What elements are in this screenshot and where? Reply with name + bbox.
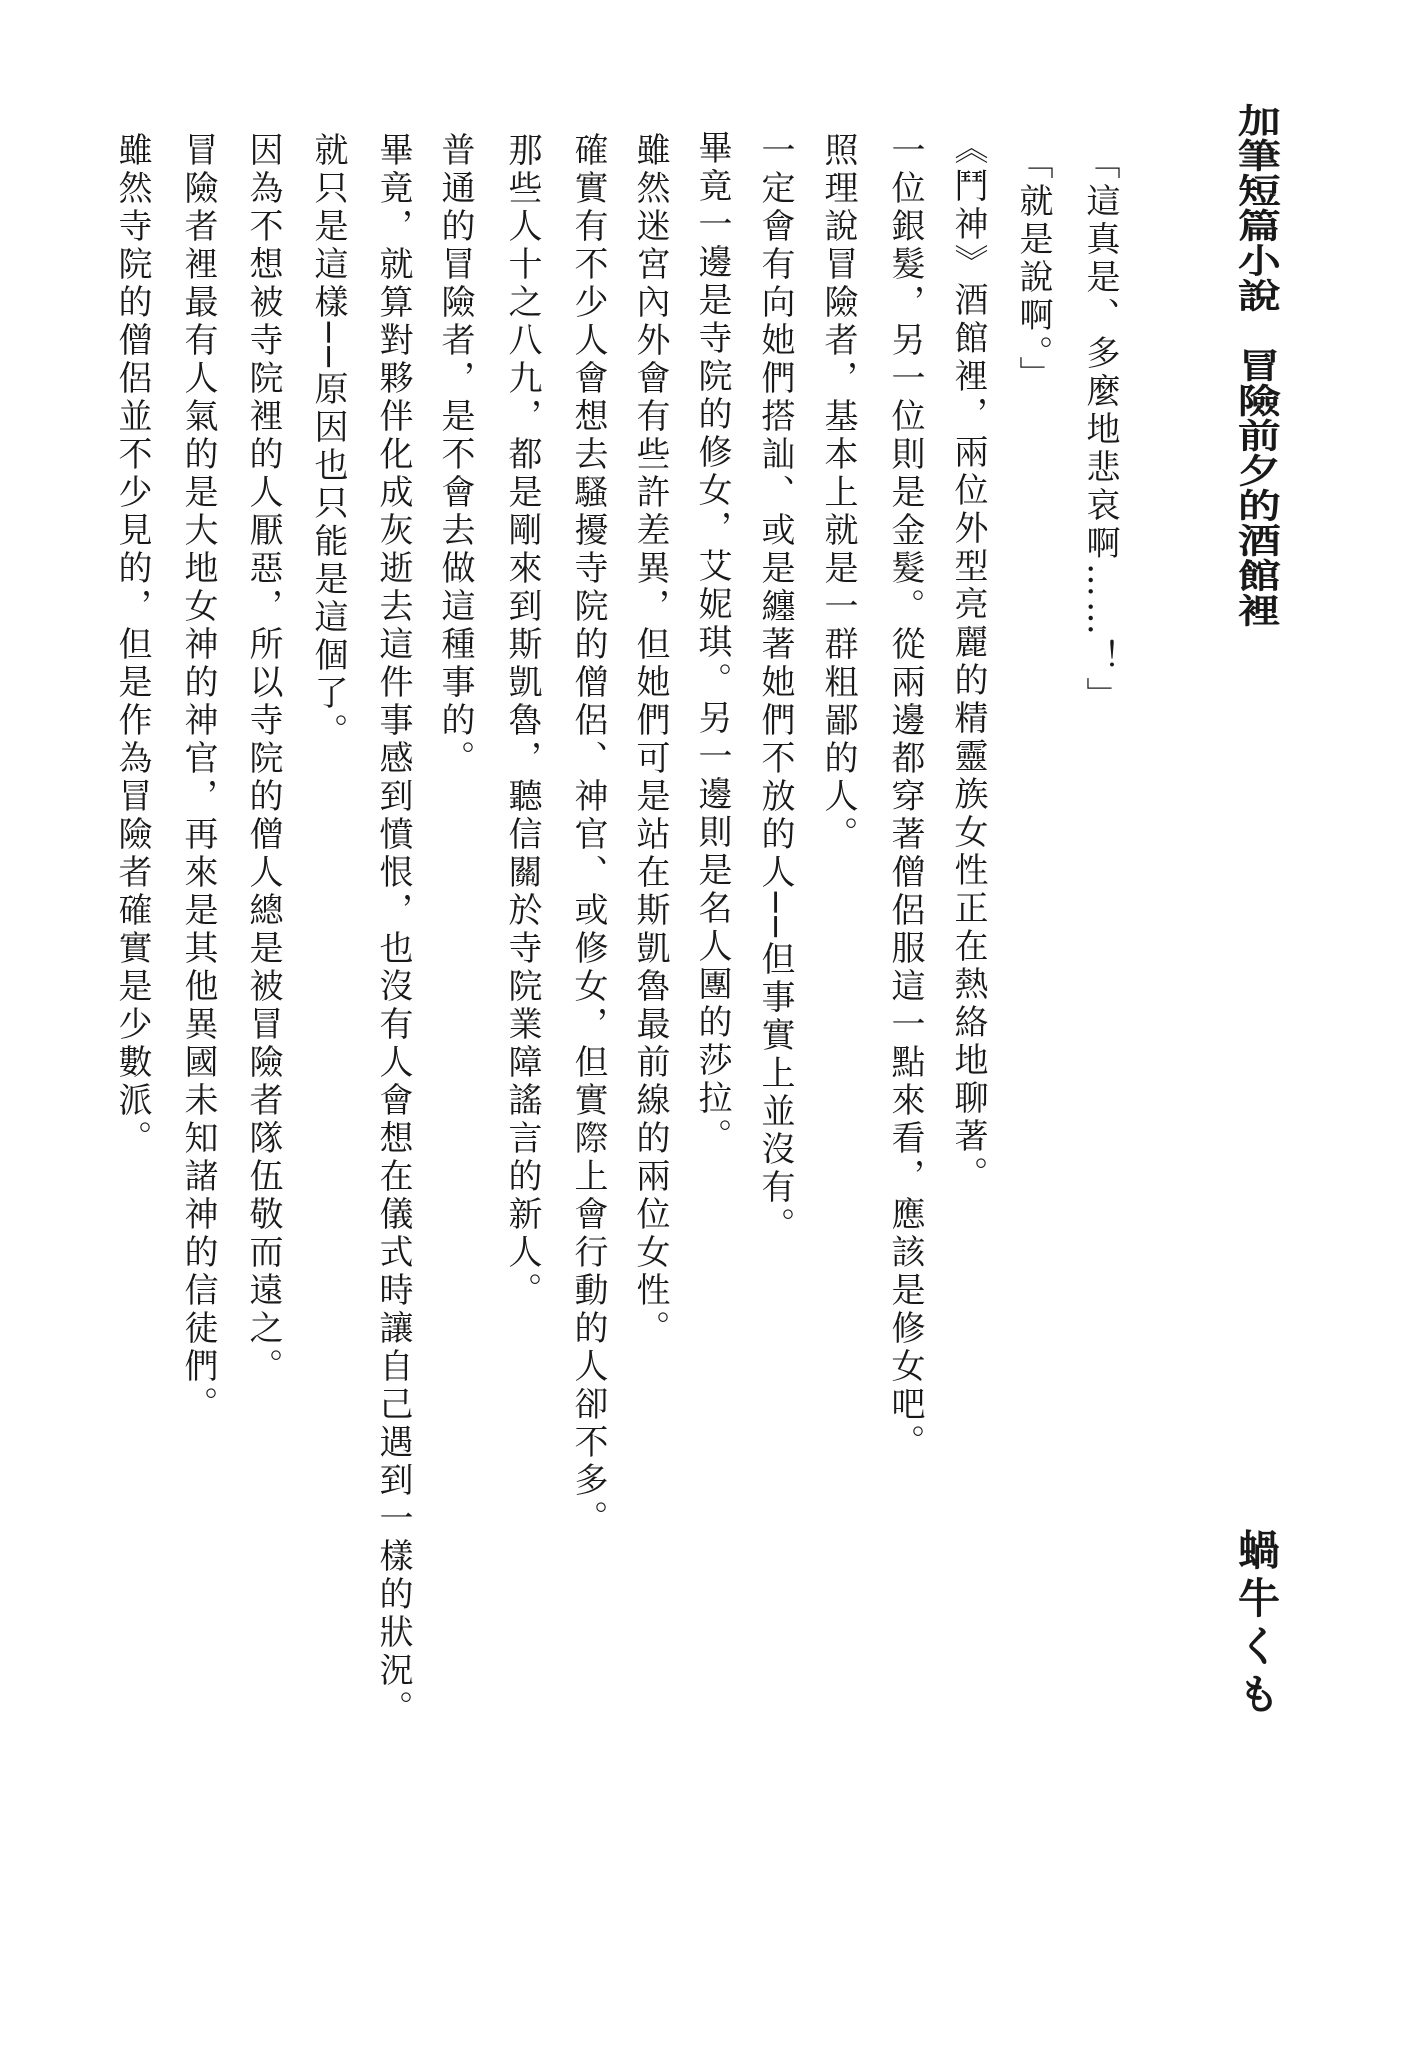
text-column-6: 一定會有向她們搭訕、或是纏著她們不放的人──但事實上並沒有。 — [755, 132, 795, 1245]
text-column-15: 冒險者裡最有人氣的是大地女神的神官，再來是其他異國未知諸神的信徒們。 — [178, 132, 218, 1424]
text-column-12: 畢竟，就算對夥伴化成灰逝去這件事感到憤恨，也沒有人會想在儀式時讓自己遇到一樣的狀況。 — [373, 132, 413, 1728]
text-column-11: 普通的冒險者，是不會去做這種事的。 — [435, 132, 475, 778]
text-column-14: 因為不想被寺院裡的人厭惡，所以寺院的僧人總是被冒險者隊伍敬而遠之。 — [243, 132, 283, 1386]
text-column-1: 「這真是、多麼地悲哀啊……！」 — [1080, 145, 1120, 715]
text-column-3: 《鬥神》酒館裡，兩位外型亮麗的精靈族女性正在熱絡地聊著。 — [948, 130, 988, 1194]
text-column-7: 畢竟一邊是寺院的修女，艾妮琪。另一邊則是名人團的莎拉。 — [692, 130, 732, 1156]
text-column-16: 雖然寺院的僧侶並不少見的，但是作為冒險者確實是少數派。 — [112, 132, 152, 1158]
page-title: 加筆短篇小說 冒險前夕的酒館裡 — [1229, 103, 1281, 628]
text-column-2: 「就是說啊。」 — [1013, 145, 1053, 394]
text-column-4: 一位銀髮，另一位則是金髮。從兩邊都穿著僧侶服這一點來看，應該是修女吧。 — [885, 132, 925, 1462]
text-column-13: 就只是這樣──原因也只能是這個了。 — [308, 132, 348, 751]
text-column-10: 那些人十之八九，都是剛來到斯凱魯，聽信關於寺院業障謠言的新人。 — [502, 132, 542, 1310]
author-name: 蝸牛くも — [1232, 1528, 1281, 1720]
text-column-9: 確實有不少人會想去騷擾寺院的僧侶、神官、或修女，但實際上會行動的人卻不多。 — [568, 132, 608, 1538]
text-column-5: 照理說冒險者，基本上就是一群粗鄙的人。 — [818, 132, 858, 854]
text-column-8: 雖然迷宮內外會有些許差異，但她們可是站在斯凱魯最前線的兩位女性。 — [630, 132, 670, 1348]
